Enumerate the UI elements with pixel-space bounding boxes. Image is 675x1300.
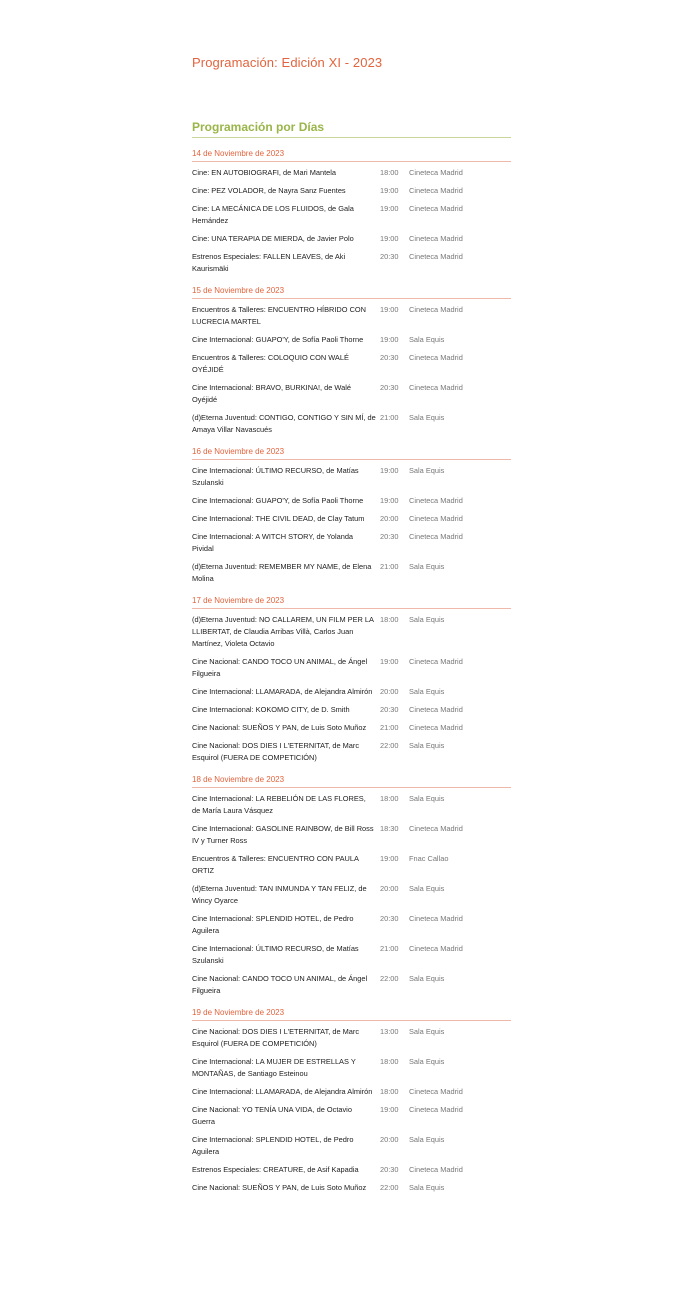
event-row (192, 740, 511, 764)
event-row (192, 686, 511, 698)
event-title-link[interactable]: (d)Eterna Juventud: CONTIGO, CONTIGO Y SIN MÍ, de Amaya Villar Navascués (192, 413, 376, 434)
event-title-link[interactable]: Encuentros & Talleres: ENCUENTRO HÍBRIDO CON LUCRECIA MARTEL (192, 305, 366, 326)
event-title-link[interactable]: Cine Internacional: ÚLTIMO RECURSO, de Matías Szulanski (192, 466, 359, 487)
event-venue: Sala Equis (409, 466, 445, 475)
event-time: 20:30 (380, 705, 399, 714)
event-row (192, 203, 511, 227)
event-row (192, 1056, 511, 1080)
event-venue: Sala Equis (409, 1183, 445, 1192)
event-row (192, 465, 511, 489)
event-row (192, 531, 511, 555)
event-title-link[interactable]: Cine Internacional: LA MUJER DE ESTRELLAS Y MONTAÑAS, de Santiago Esteinou (192, 1057, 356, 1078)
event-venue: Sala Equis (409, 974, 445, 983)
event-time: 18:00 (380, 794, 399, 803)
event-time: 19:00 (380, 1105, 399, 1114)
event-title-link[interactable]: Cine: EN AUTOBIOGRAFI, de Mari Mantela (192, 168, 337, 177)
event-row (192, 251, 511, 275)
event-venue: Sala Equis (409, 615, 445, 624)
event-row (192, 561, 511, 585)
event-venue: Cineteca Madrid (409, 168, 463, 177)
event-row (192, 352, 511, 376)
event-time: 20:00 (380, 687, 399, 696)
day-header: 16 de Noviembre de 2023 (192, 447, 511, 460)
event-venue: Cineteca Madrid (409, 1105, 463, 1114)
event-row (192, 823, 511, 847)
section-title: Programación por Días (192, 120, 511, 138)
event-row (192, 334, 511, 346)
event-title-link[interactable]: Cine Nacional: DOS DIES I L'ETERNITAT, de Marc Esquirol (FUERA DE COMPETICIÓN) (192, 1027, 360, 1048)
event-title-link[interactable]: Cine Internacional: KOKOMO CITY, de D. Smith (192, 705, 350, 714)
event-time: 18:00 (380, 615, 399, 624)
event-time: 18:00 (380, 1057, 399, 1066)
event-time: 20:30 (380, 532, 399, 541)
event-time: 19:00 (380, 657, 399, 666)
event-row (192, 656, 511, 680)
page-title: Programación: Edición XI - 2023 (192, 55, 383, 70)
event-title-link[interactable]: (d)Eterna Juventud: NO CALLAREM, UN FILM PER LA LLIBERTAT, de Claudia Arribas Villà, Carlos Juan Martínez, Violeta Octavio (192, 615, 374, 648)
event-row (192, 973, 511, 997)
event-venue: Cineteca Madrid (409, 234, 463, 243)
event-time: 22:00 (380, 741, 399, 750)
event-venue: Sala Equis (409, 687, 445, 696)
event-time: 21:00 (380, 413, 399, 422)
event-venue: Cineteca Madrid (409, 204, 463, 213)
event-title-link[interactable]: Cine: PEZ VOLADOR, de Nayra Sanz Fuentes (192, 186, 346, 195)
event-venue: Sala Equis (409, 1057, 445, 1066)
event-title-link[interactable]: Estrenos Especiales: CREATURE, de Asif Kapadia (192, 1165, 359, 1174)
event-title-link[interactable]: Cine Internacional: BRAVO, BURKINA!, de Walé Oyéjidé (192, 383, 351, 404)
event-row (192, 943, 511, 967)
event-venue: Cineteca Madrid (409, 514, 463, 523)
event-title-link[interactable]: Estrenos Especiales: FALLEN LEAVES, de Aki Kaurismäki (192, 252, 346, 273)
event-venue: Sala Equis (409, 562, 445, 571)
event-row (192, 304, 511, 328)
day-header: 19 de Noviembre de 2023 (192, 1008, 511, 1021)
event-row (192, 1134, 511, 1158)
event-venue: Cineteca Madrid (409, 532, 463, 541)
event-row (192, 722, 511, 734)
day-header: 18 de Noviembre de 2023 (192, 775, 511, 788)
event-time: 20:30 (380, 353, 399, 362)
event-time: 20:00 (380, 884, 399, 893)
event-time: 13:00 (380, 1027, 399, 1036)
event-row (192, 913, 511, 937)
event-time: 19:00 (380, 186, 399, 195)
event-title-link[interactable]: Cine Internacional: GUAPO'Y, de Sofía Paoli Thorne (192, 496, 364, 505)
event-time: 18:00 (380, 168, 399, 177)
event-time: 21:00 (380, 723, 399, 732)
event-time: 22:00 (380, 974, 399, 983)
event-venue: Sala Equis (409, 1027, 445, 1036)
event-venue: Cineteca Madrid (409, 657, 463, 666)
event-title-link[interactable]: Cine: UNA TERAPIA DE MIERDA, de Javier Polo (192, 234, 354, 243)
event-time: 19:00 (380, 496, 399, 505)
day-list (192, 149, 511, 1194)
event-row (192, 513, 511, 525)
event-row (192, 1164, 511, 1176)
event-row (192, 883, 511, 907)
event-time: 18:00 (380, 1087, 399, 1096)
event-time: 21:00 (380, 944, 399, 953)
event-venue: Cineteca Madrid (409, 305, 463, 314)
event-row (192, 185, 511, 197)
event-time: 19:00 (380, 466, 399, 475)
event-title-link[interactable]: Cine Internacional: GUAPO'Y, de Sofía Paoli Thorne (192, 335, 364, 344)
event-title-link[interactable]: Cine: LA MECÁNICA DE LOS FLUIDOS, de Gala Hernández (192, 204, 354, 225)
event-row (192, 412, 511, 436)
event-title-link[interactable]: Cine Internacional: ÚLTIMO RECURSO, de Matías Szulanski (192, 944, 359, 965)
event-time: 21:00 (380, 562, 399, 571)
event-title-link[interactable]: Cine Nacional: CANDO TOCO UN ANIMAL, de Ángel Filgueira (192, 657, 368, 678)
event-row (192, 704, 511, 716)
event-time: 19:00 (380, 234, 399, 243)
event-title-link[interactable]: Cine Nacional: SUEÑOS Y PAN, de Luis Soto Muñoz (192, 1183, 367, 1192)
event-venue: Cineteca Madrid (409, 705, 463, 714)
event-title-link[interactable]: (d)Eterna Juventud: REMEMBER MY NAME, de Elena Molina (192, 562, 372, 583)
event-title-link[interactable]: Cine Internacional: LA REBELIÓN DE LAS FLORES, de María Laura Vásquez (192, 794, 366, 815)
event-title-link[interactable]: Encuentros & Talleres: ENCUENTRO CON PAULA ORTIZ (192, 854, 359, 875)
event-row (192, 233, 511, 245)
event-time: 20:00 (380, 1135, 399, 1144)
event-time: 20:30 (380, 1165, 399, 1174)
event-venue: Sala Equis (409, 794, 445, 803)
event-time: 19:00 (380, 854, 399, 863)
event-venue: Cineteca Madrid (409, 1087, 463, 1096)
event-title-link[interactable]: Cine Internacional: LLAMARADA, de Alejandra Almirón (192, 1087, 373, 1096)
event-venue: Cineteca Madrid (409, 944, 463, 953)
day-header: 15 de Noviembre de 2023 (192, 286, 511, 299)
event-venue: Sala Equis (409, 884, 445, 893)
event-venue: Sala Equis (409, 741, 445, 750)
event-row (192, 1104, 511, 1128)
schedule-by-day (192, 120, 511, 1194)
event-time: 20:30 (380, 914, 399, 923)
event-row (192, 167, 511, 179)
event-row (192, 1086, 511, 1098)
event-title-link[interactable]: Cine Nacional: YO TENÍA UNA VIDA, de Octavio Guerra (192, 1105, 352, 1126)
event-time: 19:00 (380, 204, 399, 213)
event-title-link[interactable]: Cine Internacional: LLAMARADA, de Alejandra Almirón (192, 687, 373, 696)
event-row (192, 1026, 511, 1050)
event-title-link[interactable]: Cine Nacional: CANDO TOCO UN ANIMAL, de Ángel Filgueira (192, 974, 368, 995)
event-time: 22:00 (380, 1183, 399, 1192)
event-row (192, 614, 511, 650)
event-venue: Sala Equis (409, 335, 445, 344)
event-title-link[interactable]: Cine Internacional: SPLENDID HOTEL, de Pedro Aguilera (192, 1135, 354, 1156)
event-venue: Sala Equis (409, 1135, 445, 1144)
event-row (192, 793, 511, 817)
event-title-link[interactable]: Cine Internacional: A WITCH STORY, de Yolanda Pividal (192, 532, 354, 553)
event-time: 19:00 (380, 335, 399, 344)
event-title-link[interactable]: Cine Nacional: SUEÑOS Y PAN, de Luis Soto Muñoz (192, 723, 367, 732)
event-title-link[interactable]: (d)Eterna Juventud: TAN INMUNDA Y TAN FELIZ, de Wincy Oyarce (192, 884, 367, 905)
event-venue: Cineteca Madrid (409, 252, 463, 261)
event-time: 18:30 (380, 824, 399, 833)
event-venue: Cineteca Madrid (409, 496, 463, 505)
event-row (192, 382, 511, 406)
event-row (192, 853, 511, 877)
day-header: 17 de Noviembre de 2023 (192, 596, 511, 609)
event-title-link[interactable]: Cine Internacional: SPLENDID HOTEL, de Pedro Aguilera (192, 914, 354, 935)
event-venue: Cineteca Madrid (409, 914, 463, 923)
event-title-link[interactable]: Encuentros & Talleres: COLOQUIO CON WALÉ OYÉJIDÉ (192, 353, 349, 374)
event-venue: Cineteca Madrid (409, 723, 463, 732)
event-venue: Cineteca Madrid (409, 824, 463, 833)
event-title-link[interactable]: Cine Internacional: GASOLINE RAINBOW, de Bill Ross IV y Turner Ross (192, 824, 374, 845)
event-time: 20:30 (380, 383, 399, 392)
event-row (192, 1182, 511, 1194)
day-header: 14 de Noviembre de 2023 (192, 149, 511, 162)
event-time: 20:30 (380, 252, 399, 261)
event-time: 20:00 (380, 514, 399, 523)
event-row (192, 495, 511, 507)
event-time: 19:00 (380, 305, 399, 314)
event-title-link[interactable]: Cine Internacional: THE CIVIL DEAD, de Clay Tatum (192, 514, 365, 523)
event-venue: Fnac Callao (409, 854, 449, 863)
event-venue: Cineteca Madrid (409, 186, 463, 195)
event-venue: Cineteca Madrid (409, 353, 463, 362)
event-title-link[interactable]: Cine Nacional: DOS DIES I L'ETERNITAT, de Marc Esquirol (FUERA DE COMPETICIÓN) (192, 741, 360, 762)
event-venue: Cineteca Madrid (409, 1165, 463, 1174)
event-venue: Cineteca Madrid (409, 383, 463, 392)
event-venue: Sala Equis (409, 413, 445, 422)
